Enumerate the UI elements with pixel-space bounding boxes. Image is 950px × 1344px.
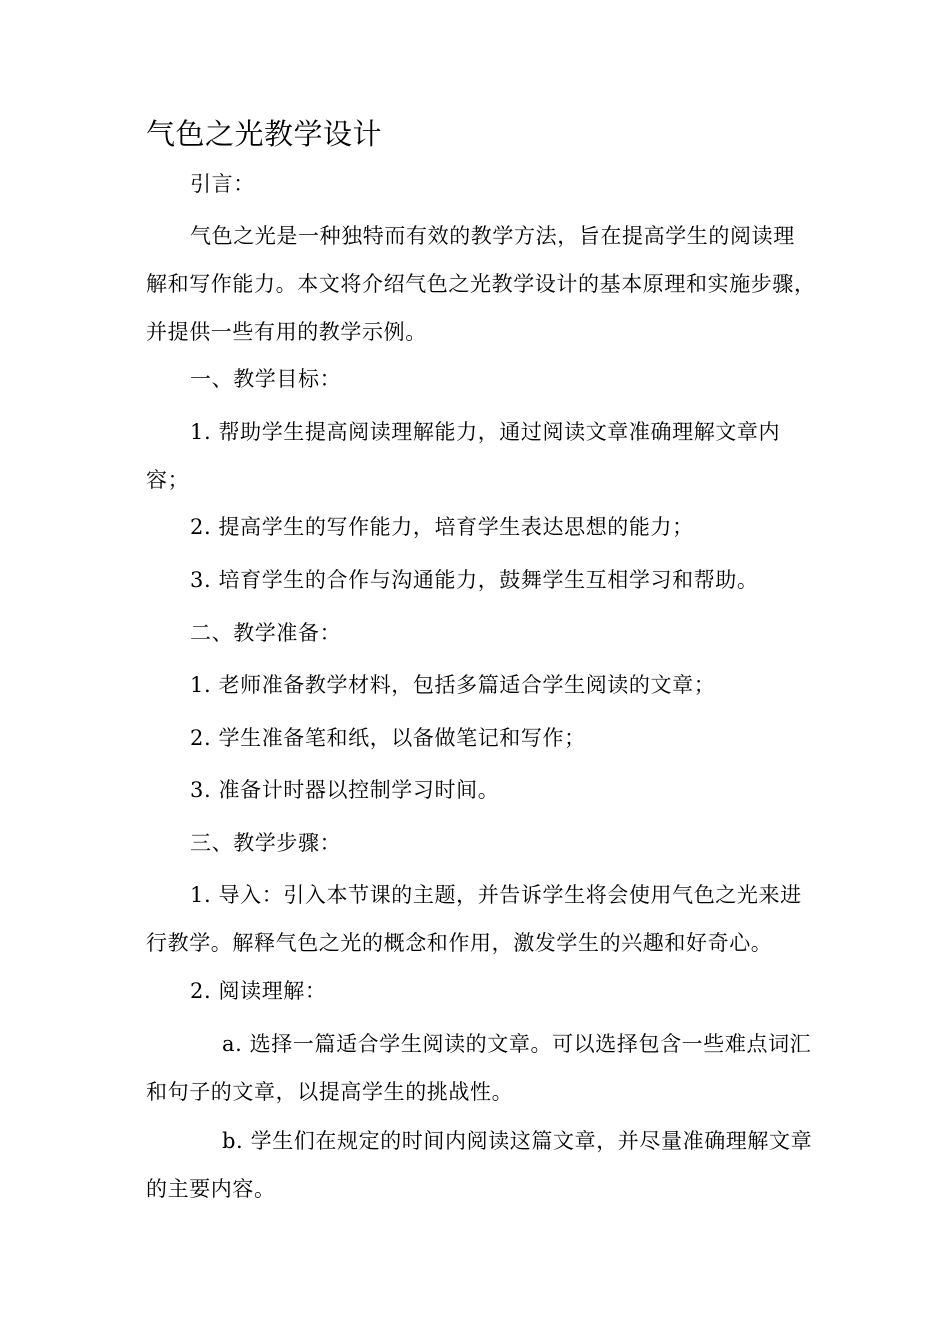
- section-heading-goals: 一、教学目标：: [190, 367, 342, 391]
- section-heading-preparation: 二、教学准备：: [190, 621, 342, 645]
- step-2-heading: 2. 阅读理解：: [190, 979, 327, 1003]
- goal-item-3: 3. 培育学生的合作与沟通能力，鼓舞学生互相学习和帮助。: [190, 568, 759, 592]
- preparation-item-3: 3. 准备计时器以控制学习时间。: [190, 778, 500, 802]
- section-heading-steps: 三、教学步骤：: [190, 831, 342, 855]
- step-2a-paragraph: a. 选择一篇适合学生阅读的文章。可以选择包含一些难点词汇和句子的文章，以提高学生的挑战性。: [146, 1032, 812, 1104]
- intro-heading: 引言：: [190, 172, 255, 196]
- step-1-paragraph: 1. 导入：引入本节课的主题，并告诉学生将会使用气色之光来进行教学。解释气色之光的概念和作用，激发学生的兴趣和好奇心。: [146, 883, 802, 955]
- preparation-item-1: 1. 老师准备教学材料，包括多篇适合学生阅读的文章；: [190, 673, 716, 697]
- document-title: 气色之光教学设计: [146, 117, 383, 151]
- goal-item-1: 1. 帮助学生提高阅读理解能力，通过阅读文章准确理解文章内容；: [146, 420, 781, 492]
- preparation-item-2: 2. 学生准备笔和纸，以备做笔记和写作；: [190, 726, 586, 750]
- goal-item-2: 2. 提高学生的写作能力，培育学生表达思想的能力；: [190, 515, 694, 539]
- intro-paragraph: 气色之光是一种独特而有效的教学方法，旨在提高学生的阅读理解和写作能力。本文将介绍气色之光教学设计的基本原理和实施步骤，并提供一些有用的教学示例。: [146, 224, 816, 344]
- step-2b-paragraph: b. 学生们在规定的时间内阅读这篇文章，并尽量准确理解文章的主要内容。: [146, 1129, 813, 1201]
